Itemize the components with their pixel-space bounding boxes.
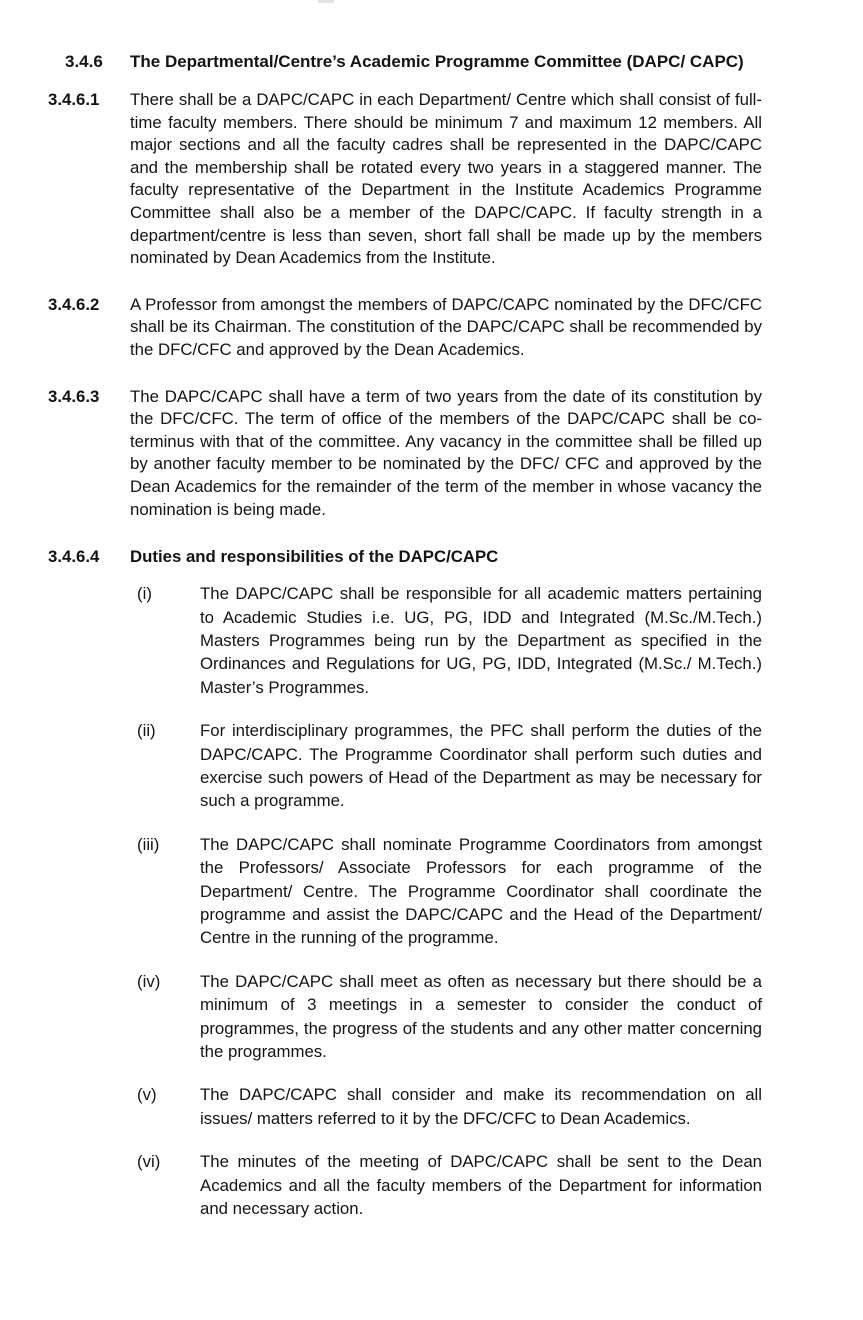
page-edge-artifact bbox=[318, 0, 334, 3]
duty-item-v bbox=[137, 1083, 762, 1130]
list-item-text: For interdisciplinary programmes, the PFC shall perform the duties of the DAPC/CAPC. The Programme Coordinator shall perform such duties and exercise such powers of Head of the Department as may be necessary for such a programme. bbox=[200, 721, 762, 811]
clause-text: There shall be a DAPC/CAPC in each Department/ Centre which shall consist of full-time faculty members. There should be minimum 7 and maximum 12 members. All major sections and all the faculty cadres shall be represented in the DAPC/CAPC and the membership shall be rotated every two years in a staggered manner. The faculty representative of the Department in the Institute Academics Programme Committee shall also be a member of the DAPC/CAPC. If faculty strength in a department/centre is less than seven, short fall shall be made up by the members nominated by Dean Academics from the Institute. bbox=[130, 90, 762, 268]
list-item-label: (iii) bbox=[137, 834, 160, 854]
clause-3-4-6-1 bbox=[0, 89, 762, 270]
duty-item-vi bbox=[137, 1150, 762, 1220]
duties-heading-title: Duties and responsibilities of the DAPC/CAPC bbox=[130, 547, 499, 567]
clause-number: 3.4.6.2 bbox=[48, 294, 100, 314]
list-item-label: (iv) bbox=[137, 971, 161, 991]
list-item-label: (ii) bbox=[137, 721, 156, 741]
clause-3-4-6-2 bbox=[0, 294, 762, 362]
duty-item-iii bbox=[137, 833, 762, 950]
clause-text: The DAPC/CAPC shall have a term of two years from the date of its constitution by the DFC/CFC. The term of office of the members of the DAPC/CAPC shall be co-terminus with that of the committee. Any vacancy in the committee shall be filled up by another faculty member to be nominated by the DFC/ CFC and approved by the Dean Academics for the remainder of the term of the member in whose vacancy the nomination is being made. bbox=[130, 386, 762, 519]
clause-number: 3.4.6.1 bbox=[48, 90, 100, 109]
list-item-label: (vi) bbox=[137, 1152, 161, 1172]
list-item-label: (v) bbox=[137, 1085, 157, 1105]
section-heading-number: 3.4.6 bbox=[65, 52, 103, 71]
duties-heading-number: 3.4.6.4 bbox=[48, 547, 100, 567]
clause-3-4-6-3 bbox=[0, 386, 762, 522]
duty-item-ii bbox=[137, 719, 762, 813]
duties-heading bbox=[0, 545, 762, 568]
list-item-text: The DAPC/CAPC shall nominate Programme Coordinators from amongst the Professors/ Associate Professors for each programme of the Department/ Centre. The Programme Coordinator shall coordinate the programme and assist the DAPC/CAPC and the Head of the Department/ Centre in the running of the programme. bbox=[200, 834, 762, 948]
list-item-text: The DAPC/CAPC shall consider and make its recommendation on all issues/ matters referred to it by the DFC/CFC to Dean Academics. bbox=[200, 1085, 762, 1128]
duty-item-iv bbox=[137, 970, 762, 1064]
duty-item-i bbox=[137, 582, 762, 699]
list-item-text: The DAPC/CAPC shall meet as often as necessary but there should be a minimum of 3 meetings in a semester to consider the conduct of programmes, the progress of the students and any other matter concerning the programmes. bbox=[200, 971, 762, 1061]
clause-number: 3.4.6.3 bbox=[48, 386, 100, 406]
section-heading bbox=[0, 50, 762, 73]
list-item-label: (i) bbox=[137, 584, 152, 604]
list-item-text: The minutes of the meeting of DAPC/CAPC shall be sent to the Dean Academics and all the faculty members of the Department for information and necessary action. bbox=[200, 1152, 762, 1219]
section-heading-title: The Departmental/Centre’s Academic Programme Committee (DAPC/ CAPC) bbox=[130, 52, 744, 71]
list-item-text: The DAPC/CAPC shall be responsible for all academic matters pertaining to Academic Studies i.e. UG, PG, IDD and Integrated (M.Sc./M.Tech.) Masters Programmes being run by the Department as specified in the Ordinances and Regulations for UG, PG, IDD, Integrated (M.Sc./ M.Tech.) Master’s Programmes. bbox=[200, 584, 762, 697]
clause-text: A Professor from amongst the members of DAPC/CAPC nominated by the DFC/CFC shall be its Chairman. The constitution of the DAPC/CAPC shall be recommended by the DFC/CFC and approved by the Dean Academics. bbox=[130, 294, 762, 359]
